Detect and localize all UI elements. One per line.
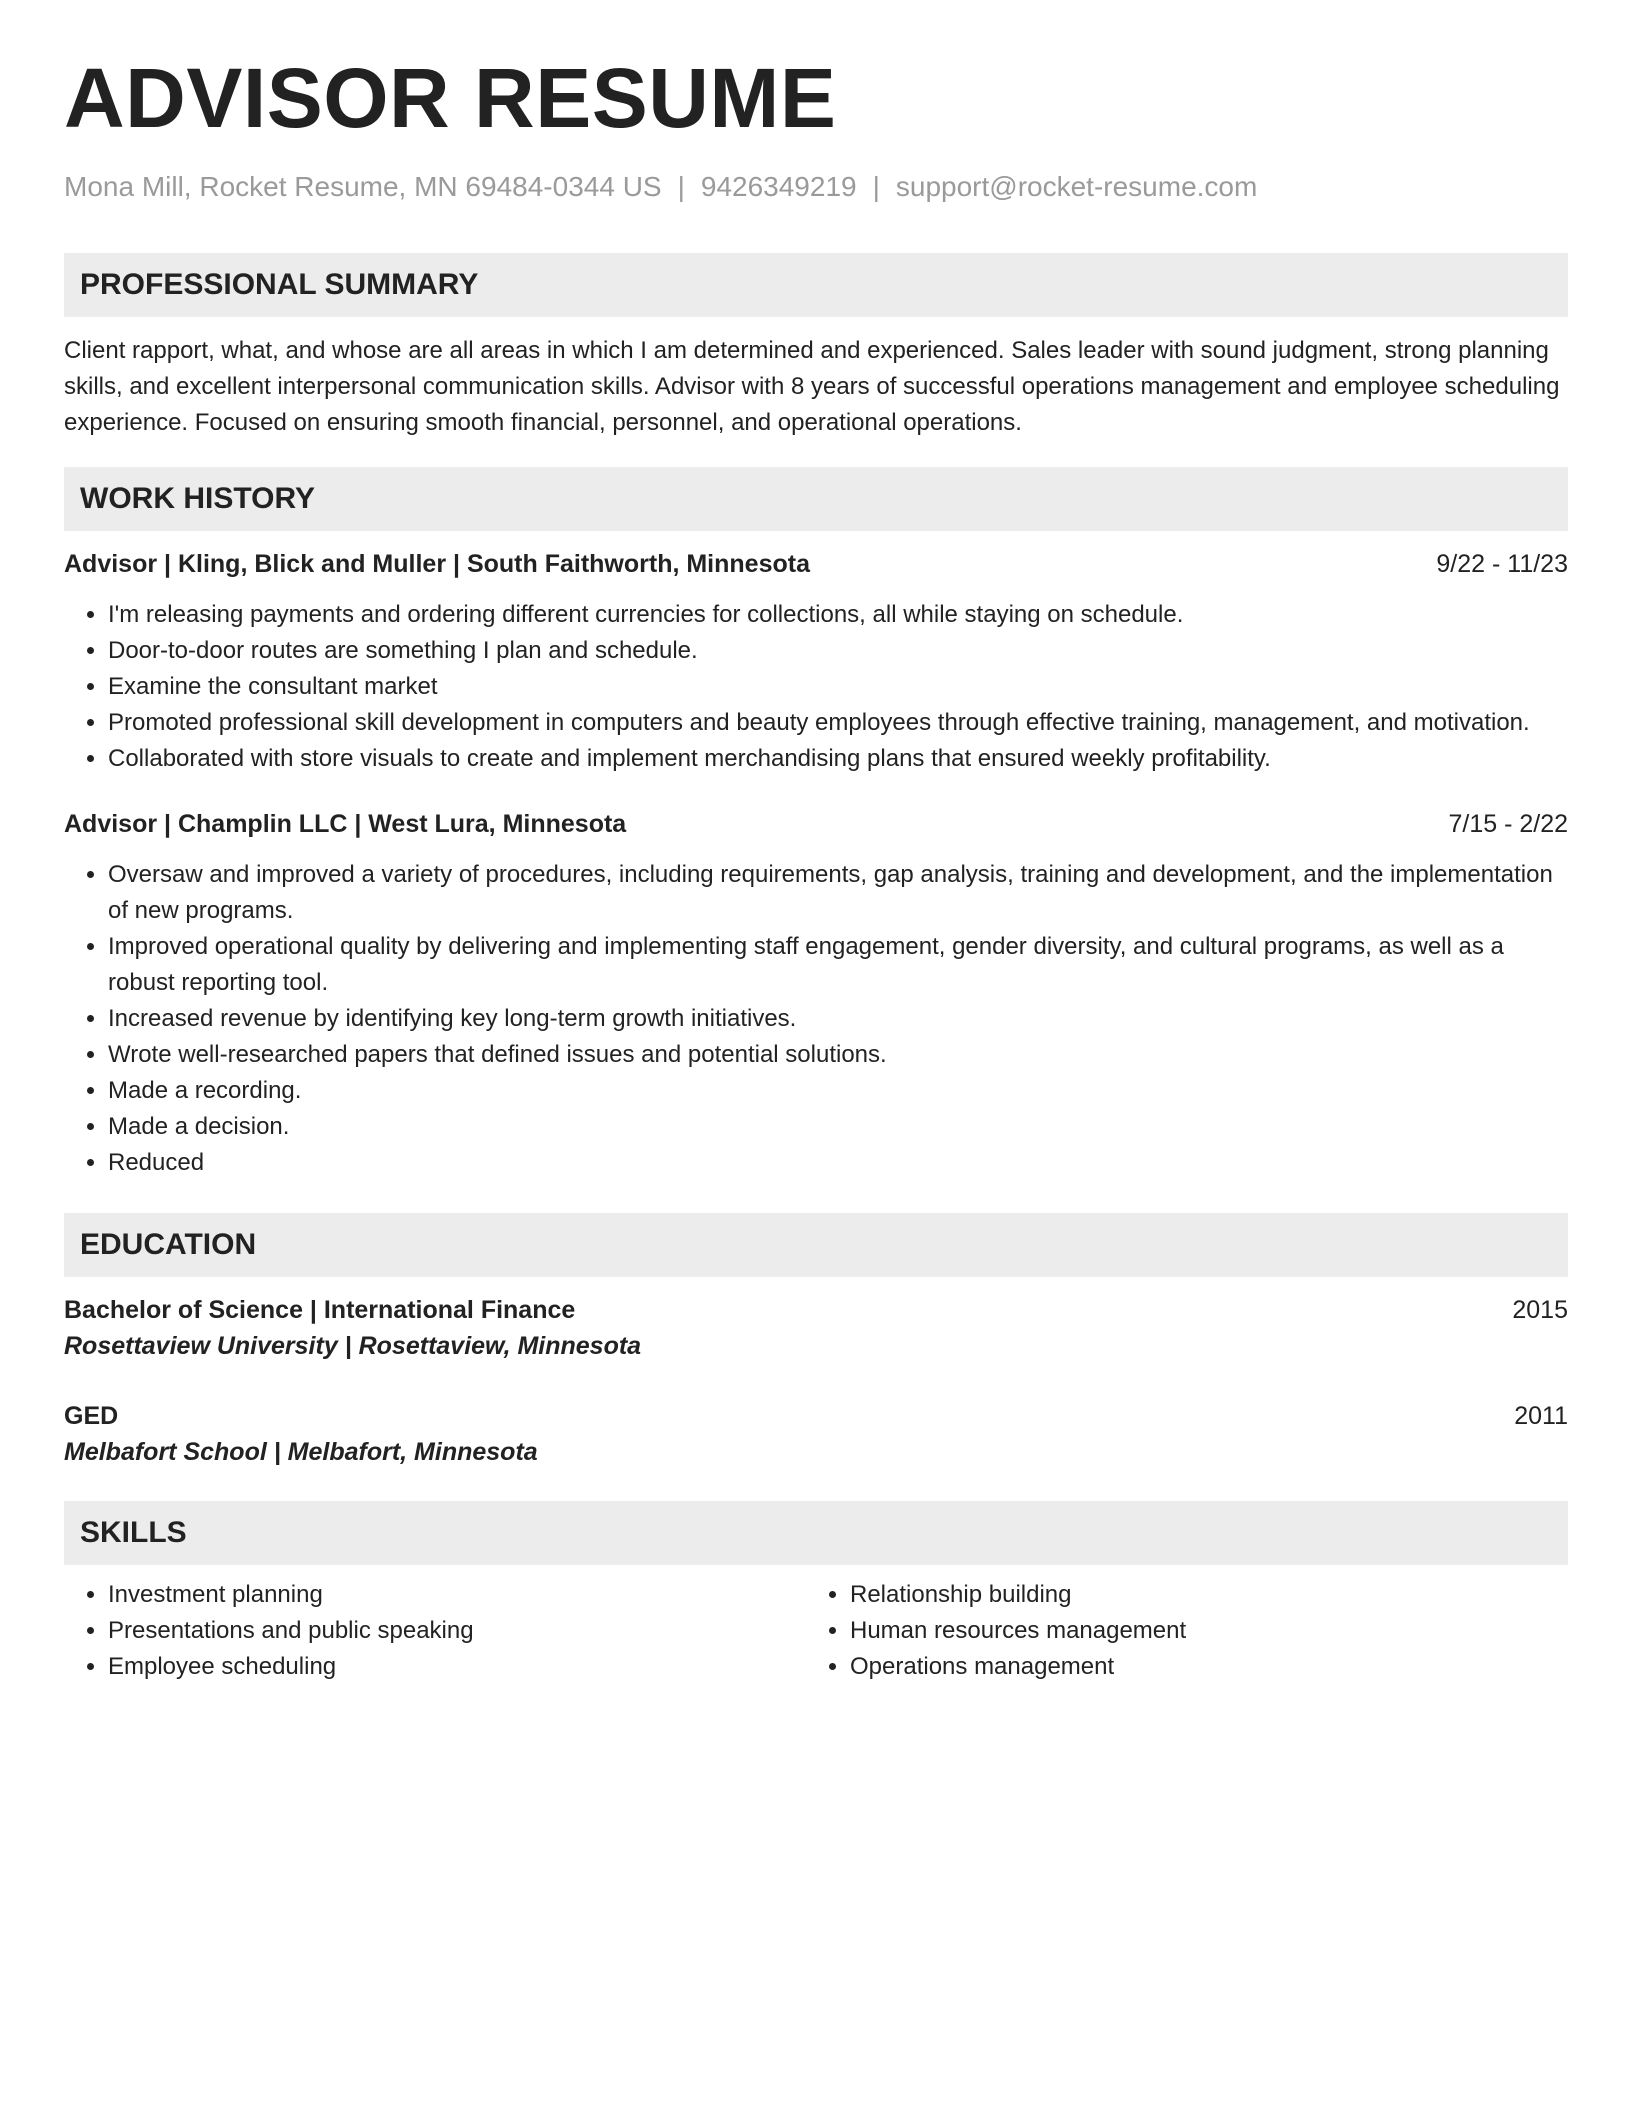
section-heading-text: PROFESSIONAL SUMMARY [80,267,479,301]
contact-separator: | [677,171,685,202]
section-heading-summary [64,253,1568,317]
section-heading-text: SKILLS [80,1515,187,1549]
education-school: Melbafort School | Melbafort, Minnesota [64,1437,538,1466]
section-heading-work-history [64,467,1568,531]
contact-phone: 9426349219 [700,171,857,202]
education-entry [64,1293,1568,1365]
job-bullet: • Made a decision. [108,1109,1568,1145]
contact-address: Mona Mill, Rocket Resume, MN 69484-0344 US [64,171,662,202]
resume-page [64,51,1568,1685]
skills-column-right [806,1577,1548,1685]
skills-list [64,1577,1568,1685]
job-entry [64,807,1568,1181]
job-bullet: • Oversaw and improved a variety of procedures, including requirements, gap analysis, training and development, and the implementation of new programs. [108,857,1568,929]
education-year: 2015 [1512,1295,1568,1324]
job-bullet: • Examine the consultant market [108,669,1568,705]
job-dates: 7/15 - 2/22 [1448,809,1568,838]
resume-title: ADVISOR RESUME [64,51,837,145]
job-bullet: • Reduced [108,1145,1568,1181]
contact-line [64,170,1568,204]
job-title: Advisor | Kling, Blick and Muller | South Faithworth, Minnesota [64,549,810,578]
skills-column-left [64,1577,806,1685]
section-heading-education [64,1213,1568,1277]
job-bullets [64,597,1568,777]
job-header [64,807,1568,841]
education-header [64,1293,1568,1327]
skill-item: • Relationship building [850,1577,1548,1613]
skill-item: • Operations management [850,1649,1548,1685]
contact-separator: | [872,171,880,202]
skill-item: • Presentations and public speaking [108,1613,806,1649]
education-school: Rosettaview University | Rosettaview, Minnesota [64,1331,642,1360]
section-heading-text: WORK HISTORY [80,481,316,515]
job-bullets [64,857,1568,1181]
section-heading-text: EDUCATION [80,1227,257,1261]
job-entry [64,547,1568,777]
education-degree: GED [64,1401,119,1430]
job-bullet: • Made a recording. [108,1073,1568,1109]
job-title: Advisor | Champlin LLC | West Lura, Minnesota [64,809,627,838]
job-bullet: • Increased revenue by identifying key long-term growth initiatives. [108,1001,1568,1037]
contact-email: support@rocket-resume.com [895,171,1258,202]
skill-item: • Human resources management [850,1613,1548,1649]
summary-text: Client rapport, what, and whose are all areas in which I am determined and experienced. Sales leader with sound judgment, strong planning skills, and excellent interpersonal communication skills. Advisor with 8 years of successful operations management and employee scheduling experience. Focused on ensuring smooth financial, personnel, and operational operations. [64,336,1560,436]
education-year: 2011 [1514,1401,1568,1430]
education-degree: Bachelor of Science | International Finance [64,1295,576,1324]
education-header [64,1399,1568,1433]
job-bullet: • Collaborated with store visuals to create and implement merchandising plans that ensured weekly profitability. [108,741,1568,777]
skill-item: • Employee scheduling [108,1649,806,1685]
job-bullet: • Wrote well-researched papers that defined issues and potential solutions. [108,1037,1568,1073]
skill-item: • Investment planning [108,1577,806,1613]
job-bullet: • Improved operational quality by delivering and implementing staff engagement, gender diversity, and cultural programs, as well as a robust reporting tool. [108,929,1568,1001]
education-entry [64,1399,1568,1471]
job-dates: 9/22 - 11/23 [1436,549,1568,578]
job-bullet: • Promoted professional skill development in computers and beauty employees through effective training, management, and motivation. [108,705,1568,741]
job-header [64,547,1568,581]
job-bullet: • Door-to-door routes are something I plan and schedule. [108,633,1568,669]
section-heading-skills [64,1501,1568,1565]
job-bullet: • I'm releasing payments and ordering different currencies for collections, all while staying on schedule. [108,597,1568,633]
